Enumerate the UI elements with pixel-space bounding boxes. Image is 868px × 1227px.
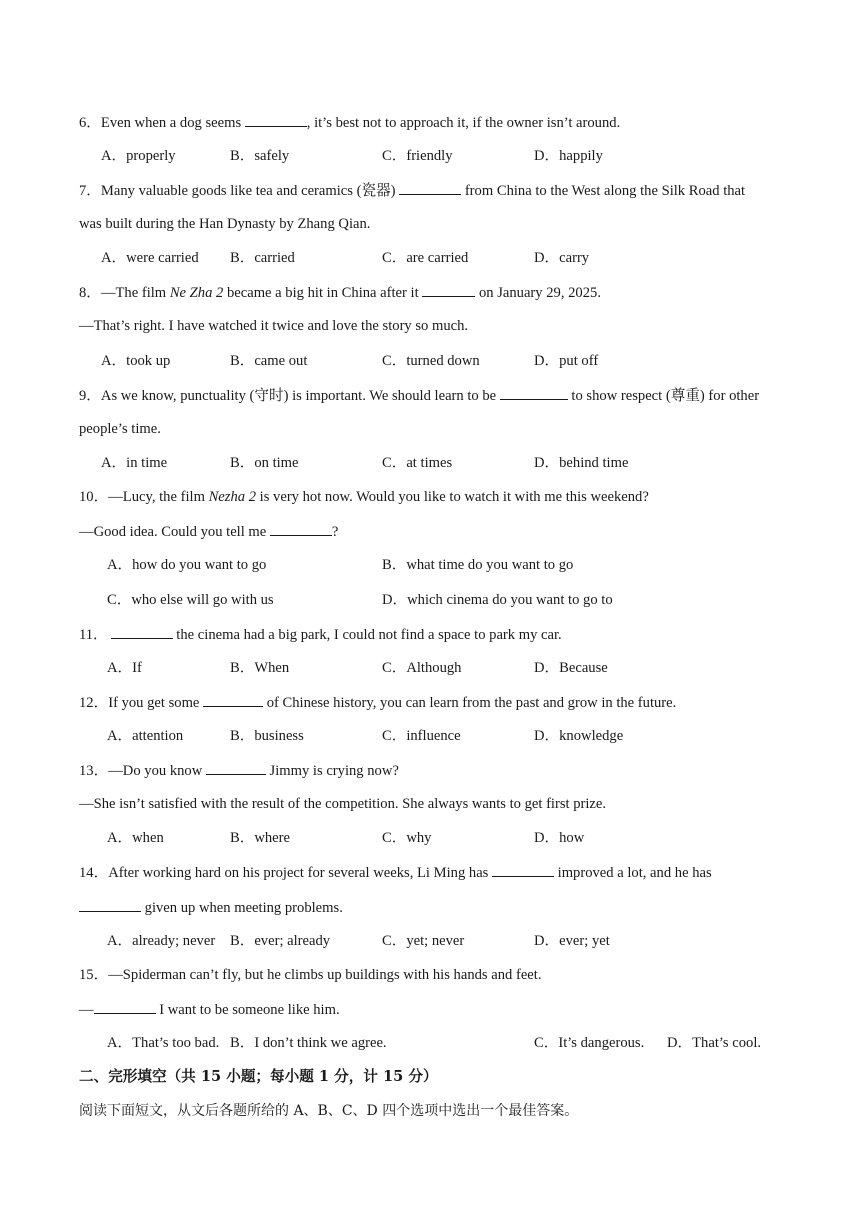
option-a: A．attention <box>107 728 184 744</box>
question-text: I want to be someone like him. <box>155 1002 340 1018</box>
film-title: Nezha 2 <box>208 489 257 505</box>
question-text: —The film <box>100 285 170 301</box>
question-9 <box>79 385 759 406</box>
question-text: is very hot now. Would you like to watch it with me this weekend? <box>256 489 649 505</box>
option-c: C．who else will go with us <box>107 592 274 608</box>
option-c: C．turned down <box>382 353 480 369</box>
question-13-line-2: —She isn’t satisfied with the result of the competition. She always wants to get first prize. <box>79 796 607 812</box>
option-d: D．Because <box>534 660 608 676</box>
option-b: B．came out <box>230 353 308 369</box>
section-heading: 二、完形填空（共 15 小题；每小题 1 分，计 15 分） <box>79 1068 438 1085</box>
question-text: Many valuable goods like tea and ceramics (瓷器) <box>100 183 400 199</box>
answer-blank <box>203 692 263 707</box>
question-text: the cinema had a big park, I could not find a space to park my car. <box>172 627 562 643</box>
answer-blank <box>245 112 307 127</box>
option-d: D．how <box>534 830 585 846</box>
film-title: Ne Zha 2 <box>169 285 224 301</box>
question-text: on January 29, 2025. <box>475 285 601 301</box>
option-b: B．I don’t think we agree. <box>230 1035 387 1051</box>
option-c: C．influence <box>382 728 461 744</box>
option-b: B．business <box>230 728 304 744</box>
question-text: — <box>79 1002 94 1018</box>
answer-blank <box>270 521 332 536</box>
section-instruction: 阅读下面短文，从文后各题所给的 A、B、C、D 四个选项中选出一个最佳答案。 <box>79 1103 579 1119</box>
question-10 <box>79 487 649 507</box>
option-c: C．at times <box>382 455 453 471</box>
question-text: to show respect (尊重) for other <box>567 388 760 404</box>
option-a: A．already; never <box>107 933 216 949</box>
question-number: 11． <box>79 627 108 643</box>
question-text: given up when meeting problems. <box>141 900 343 916</box>
option-b: B．safely <box>230 148 290 164</box>
option-b: B．where <box>230 830 290 846</box>
option-c: C．Although <box>382 660 462 676</box>
question-text: improved a lot, and he has <box>554 865 712 881</box>
question-14 <box>79 862 712 883</box>
option-a: A．That’s too bad. <box>107 1035 220 1051</box>
option-d: D．knowledge <box>534 728 624 744</box>
question-12 <box>79 692 676 713</box>
question-number: 9． <box>79 388 101 404</box>
question-7-line-2: was built during the Han Dynasty by Zhang Qian. <box>79 216 371 232</box>
option-c: C．why <box>382 830 432 846</box>
question-text: Even when a dog seems <box>100 115 245 131</box>
option-b: B．ever; already <box>230 933 331 949</box>
question-number: 10． <box>79 489 109 505</box>
option-d: D．carry <box>534 250 590 266</box>
question-text: —Good idea. Could you tell me <box>79 524 270 540</box>
option-d: D．put off <box>534 353 599 369</box>
option-c: C．are carried <box>382 250 469 266</box>
option-b: B．carried <box>230 250 295 266</box>
option-a: A．took up <box>101 353 171 369</box>
question-number: 13． <box>79 763 109 779</box>
question-text: ? <box>331 524 339 540</box>
question-number: 15． <box>79 967 109 983</box>
question-text: of Chinese history, you can learn from the past and grow in the future. <box>263 695 677 711</box>
answer-blank <box>422 282 475 297</box>
question-number: 7． <box>79 183 101 199</box>
question-text: If you get some <box>108 695 204 711</box>
option-d: D．behind time <box>534 455 629 471</box>
question-text: became a big hit in China after it <box>223 285 423 301</box>
question-text: As we know, punctuality (守时) is important. We should learn to be <box>100 388 500 404</box>
question-text: After working hard on his project for several weeks, Li Ming has <box>108 865 492 881</box>
option-d: D．ever; yet <box>534 933 610 949</box>
question-15 <box>79 965 542 985</box>
answer-blank <box>79 897 141 912</box>
option-b: B．on time <box>230 455 299 471</box>
question-text: from China to the West along the Silk Road that <box>461 183 746 199</box>
option-b: B．When <box>230 660 290 676</box>
question-text: —Spiderman can’t fly, but he climbs up buildings with his hands and feet. <box>108 967 542 983</box>
question-8 <box>79 282 601 303</box>
question-number: 8． <box>79 285 101 301</box>
question-number: 12． <box>79 695 109 711</box>
question-7 <box>79 180 745 201</box>
question-text: Jimmy is crying now? <box>265 763 399 779</box>
question-number: 14． <box>79 865 109 881</box>
option-c: C．yet; never <box>382 933 465 949</box>
option-c: C．friendly <box>382 148 453 164</box>
option-d: D．happily <box>534 148 603 164</box>
question-9-line-2: people’s time. <box>79 421 161 437</box>
option-d: D．That’s cool. <box>667 1035 762 1051</box>
question-11 <box>79 624 562 645</box>
question-8-line-2: —That’s right. I have watched it twice and love the story so much. <box>79 318 469 334</box>
question-14-line-2 <box>79 897 343 918</box>
question-text: —Lucy, the film <box>108 489 209 505</box>
question-text: —Do you know <box>108 763 206 779</box>
option-a: A．in time <box>101 455 168 471</box>
option-a: A．how do you want to go <box>107 557 267 573</box>
answer-blank <box>492 862 554 877</box>
question-text: , it’s best not to approach it, if the owner isn’t around. <box>306 115 621 131</box>
question-10-line-2 <box>79 521 338 542</box>
option-b: B．what time do you want to go <box>382 557 574 573</box>
answer-blank <box>206 760 266 775</box>
question-number: 6． <box>79 115 101 131</box>
question-13 <box>79 760 399 781</box>
option-a: A．If <box>107 660 142 676</box>
question-6 <box>79 112 620 133</box>
option-a: A．when <box>107 830 164 846</box>
option-d: D．which cinema do you want to go to <box>382 592 613 608</box>
answer-blank <box>399 180 461 195</box>
option-a: A．were carried <box>101 250 199 266</box>
answer-blank <box>500 385 568 400</box>
option-a: A．properly <box>101 148 176 164</box>
answer-blank <box>111 624 173 639</box>
question-15-line-2 <box>79 999 340 1020</box>
option-c: C．It’s dangerous. <box>534 1035 645 1051</box>
answer-blank <box>94 999 156 1014</box>
